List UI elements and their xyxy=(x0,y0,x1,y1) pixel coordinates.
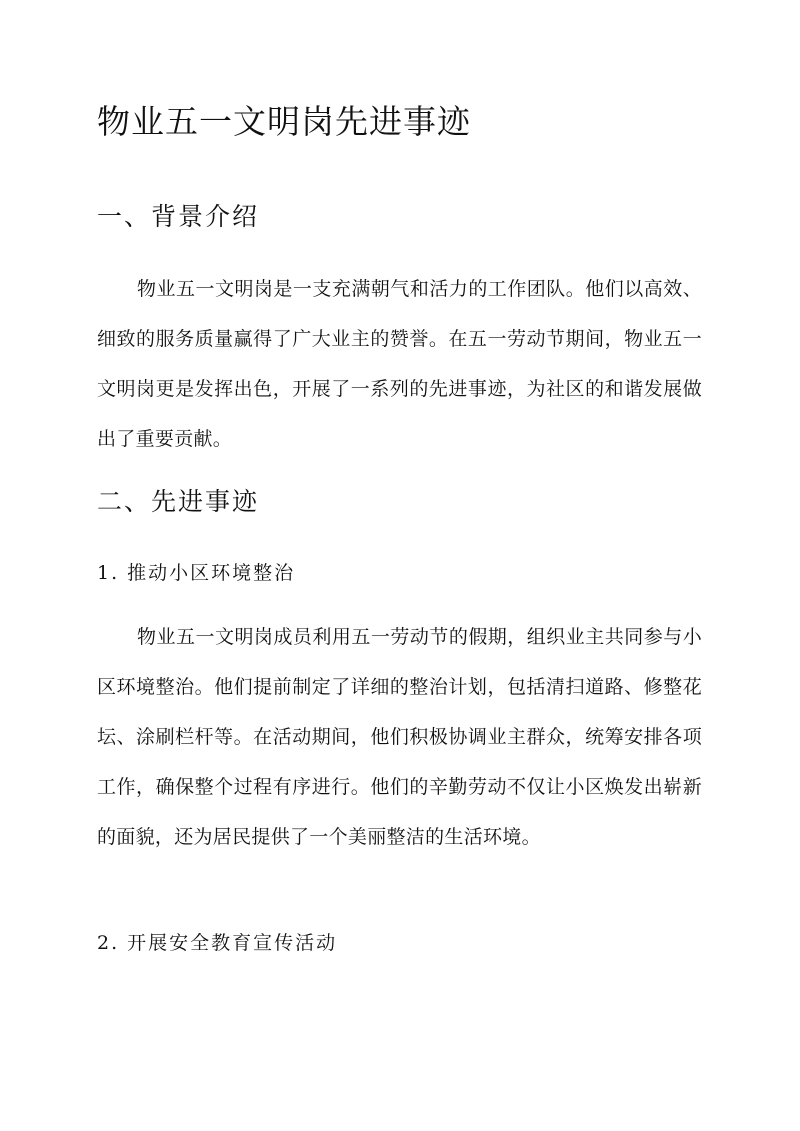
subheading-environment: 1. 推动小区环境整治 xyxy=(97,562,296,584)
document-title: 物业五一文明岗先进事迹 xyxy=(97,102,471,141)
environment-paragraph: 物业五一文明岗成员利用五一劳动节的假期，组织业主共同参与小区环境整治。他们提前制定了详细的整治计划，包括清扫道路、修整花坛、涂刷栏杆等。在活动期间，他们积极协调业主群众，统筹安排各项工作，确保整个过程有序进行。他们的辛勤劳动不仅让小区焕发出崭新的面貌，还为居民提供了一个美丽整洁的生活环境。 xyxy=(97,626,702,848)
background-paragraph: 物业五一文明岗是一支充满朝气和活力的工作团队。他们以高效、细致的服务质量赢得了广大业主的赞誉。在五一劳动节期间，物业五一文明岗更是发挥出色，开展了一系列的先进事迹，为社区的和谐发展做出了重要贡献。 xyxy=(97,278,702,450)
subheading-safety-education: 2. 开展安全教育宣传活动 xyxy=(97,932,338,954)
section-heading-achievements: 二、先进事迹 xyxy=(97,487,260,516)
section-heading-background: 一、背景介绍 xyxy=(97,202,260,231)
